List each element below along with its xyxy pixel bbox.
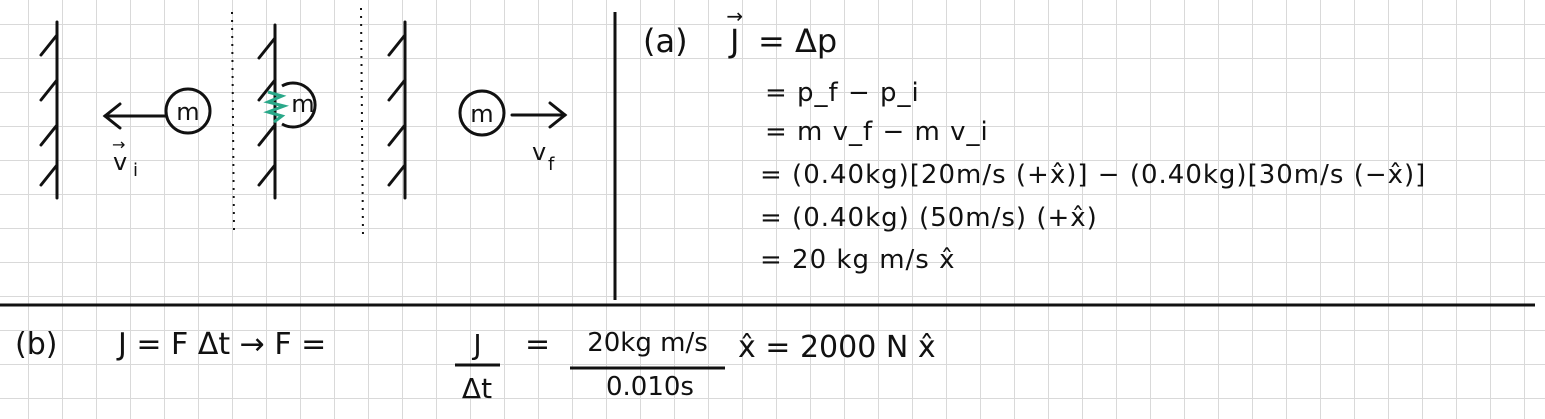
- ball-before: [166, 89, 210, 133]
- vector-arrow-vi: →: [112, 135, 126, 154]
- frac1-numerator: J: [473, 328, 482, 361]
- velocity-arrow-after: [512, 103, 565, 127]
- part-a-heading-lhs: [730, 22, 739, 60]
- part-b-eq-mid: =: [525, 327, 551, 362]
- velocity-arrow-before: [105, 104, 165, 128]
- part-b-result: x̂ = 2000 N x̂: [738, 330, 936, 365]
- mass-label-after: m: [470, 100, 494, 128]
- velocity-label-before: v: [113, 148, 128, 176]
- step-3: = (0.40kg)[20m/s (+x̂)] − (0.40kg)[30m/s (−x̂)]: [760, 160, 1427, 190]
- step-1: = p_f − p_i: [765, 78, 920, 108]
- part-a-heading-rhs: = Δp: [758, 22, 838, 60]
- part-b-label: (b): [15, 327, 58, 362]
- frac2-denominator: 0.010s: [606, 372, 694, 402]
- step-4: = (0.40kg) (50m/s) (+x̂): [760, 203, 1098, 233]
- wall-before: [41, 22, 57, 198]
- mass-label-during: m: [291, 90, 315, 118]
- frac1-denominator: Δt: [461, 372, 493, 405]
- part-b-eq1: J = F Δt → F =: [118, 327, 327, 362]
- step-5: = 20 kg m/s x̂: [760, 245, 956, 275]
- divider-2: [361, 8, 363, 238]
- impulse-symbol: → J: [730, 22, 739, 60]
- velocity-label-after: v: [532, 138, 547, 166]
- wall-after: [389, 22, 405, 198]
- velocity-sub-after: f: [548, 154, 555, 175]
- frac2-numerator: 20kg m/s: [587, 328, 708, 358]
- part-a-label: (a): [643, 22, 688, 60]
- divider-1: [232, 12, 234, 232]
- ball-during: [282, 83, 315, 127]
- step-2: = m v_f − m v_i: [765, 117, 989, 147]
- ball-after: [460, 91, 504, 135]
- velocity-sub-before: i: [133, 160, 139, 181]
- mass-label-before: m: [176, 98, 200, 126]
